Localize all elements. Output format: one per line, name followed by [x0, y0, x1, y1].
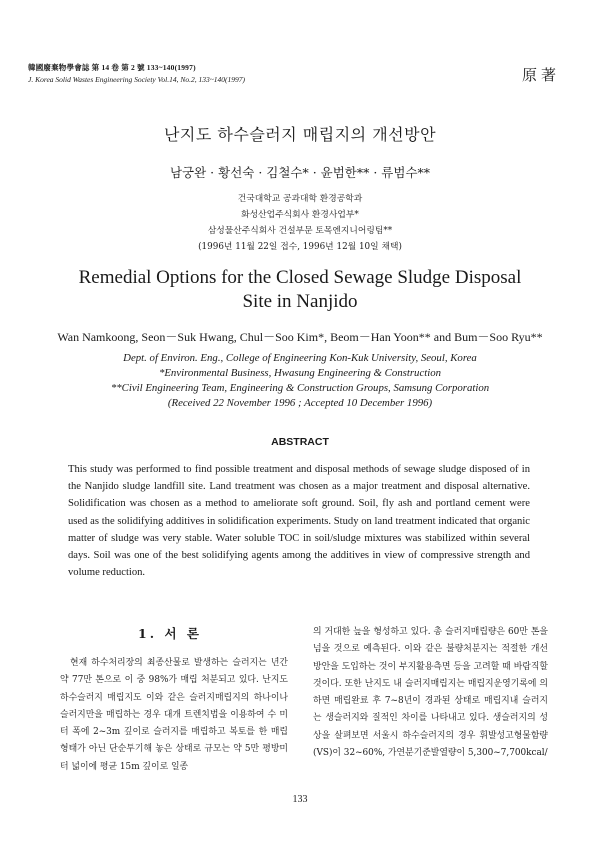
- english-title: [0, 266, 600, 314]
- body-column-right: [313, 624, 548, 762]
- section-heading-introduction: 1. 서 론: [138, 626, 202, 641]
- journal-header: [28, 62, 245, 84]
- korean-title: 난지도 하수슬러지 매립지의 개선방안: [163, 125, 437, 144]
- korean-affiliation: 건국대학교 공과대학 환경공학과: [237, 194, 363, 204]
- english-affiliation: Dept. of Environ. Eng., College of Engineering Kon-Kuk University, Seoul, Korea: [123, 352, 477, 364]
- english-received-dates: (Received 22 November 1996 ; Accepted 10 December 1996): [167, 397, 433, 409]
- english-affiliations: [0, 351, 600, 411]
- english-affiliation: *Environmental Business, Hwasung Engineering & Construction: [158, 367, 442, 379]
- korean-affiliation: 화성산업주식회사 환경사업부*: [241, 210, 359, 220]
- korean-affiliations: [0, 191, 600, 255]
- english-title-line: Remedial Options for the Closed Sewage Sludge Disposal: [78, 267, 522, 288]
- body-paragraph: 의 거대한 늪을 형성하고 있다. 총 슬러지매립량은 60만 톤을 넘을 것으로 예측된다. 이와 같은 불량처분지는 적절한 개선방안을 도입하는 것이 부지활용측면 등을 고려할 때 바람직할 것이다. 또한 난지도 내 슬러지매립지는 매립지운영기록에 의하면 매립완료 후 7~8년이 경과된 상태로 매립지내 슬러지는 생슬러지와 질적인 차이를 나타내고 있다. 생슬러지의 성상을 살펴보면 서울시 하수슬러지의 경우 휘발성고형물함량(VS)이 32~60%, 가연분기준발열량이 5,300~7,700kcal/: [313, 627, 548, 759]
- english-title-line: Site in Nanjido: [242, 291, 358, 312]
- english-affiliation: **Civil Engineering Team, Engineering & Construction Groups, Samsung Corporation: [110, 382, 490, 394]
- korean-affiliation: 삼성물산주식회사 건설부문 토목엔지니어링팀**: [207, 226, 393, 236]
- page-number: 133: [292, 794, 308, 805]
- body-paragraph: 현재 하수처리장의 최종산물로 발생하는 슬러지는 년간 약 77만 톤으로 이 중 98%가 매립 처분되고 있다. 난지도 하수슬러지 매립지도 이와 같은 슬러지매립지의 하나이나 슬러지만을 매립하는 경우 대개 트렌치법을 이용하여 수 미터 폭에 2~3m 깊이로 슬러지를 매립하고 복토를 한 매립형태가 아닌 단순투기해 놓은 상태로 규모는 약 5만 평방미터 넓이에 평균 15m 깊이로 일종: [60, 658, 288, 772]
- abstract-heading: ABSTRACT: [271, 436, 329, 448]
- english-authors: Wan Namkoong, Seon－Suk Hwang, Chul－Soo Kim*, Beom－Han Yoon** and Bum－Soo Ryu**: [57, 330, 543, 344]
- abstract-body: [68, 461, 530, 581]
- journal-line-korean: 韓國廢棄物學會誌 第 14 卷 第 2 號 133~140(1997): [28, 63, 196, 72]
- article-type-tag: 原著: [521, 66, 560, 84]
- journal-line-english: J. Korea Solid Wastes Engineering Society Vol.14, No.2, 133~140(1997): [28, 75, 246, 84]
- korean-received-dates: (1996년 11월 22일 접수, 1996년 12월 10일 채택): [198, 242, 402, 252]
- body-column-left: [60, 655, 288, 776]
- abstract-text: This study was performed to find possible treatment and disposal methods of sewage sludge disposed of in the Nanjido sludge landfill site. Land treatment was chosen as a major treatment and disposal alternative. Solidification was chosen as a method to ameliorate soft ground. Soil, fly ash and portland cement were used as the solidifying additives in solidification experiments. Study on land treatment indicated that organic matter of sludge was very stable. Water soluble TOC in soil/sludge mixtures was stabilized within several days. Soil was one of the best solidifying agents among the additives in view of compressive strength and volume reduction.: [68, 464, 530, 579]
- korean-authors: 남궁완 · 황선숙 · 김철수* · 윤범한** · 류범수**: [169, 165, 431, 180]
